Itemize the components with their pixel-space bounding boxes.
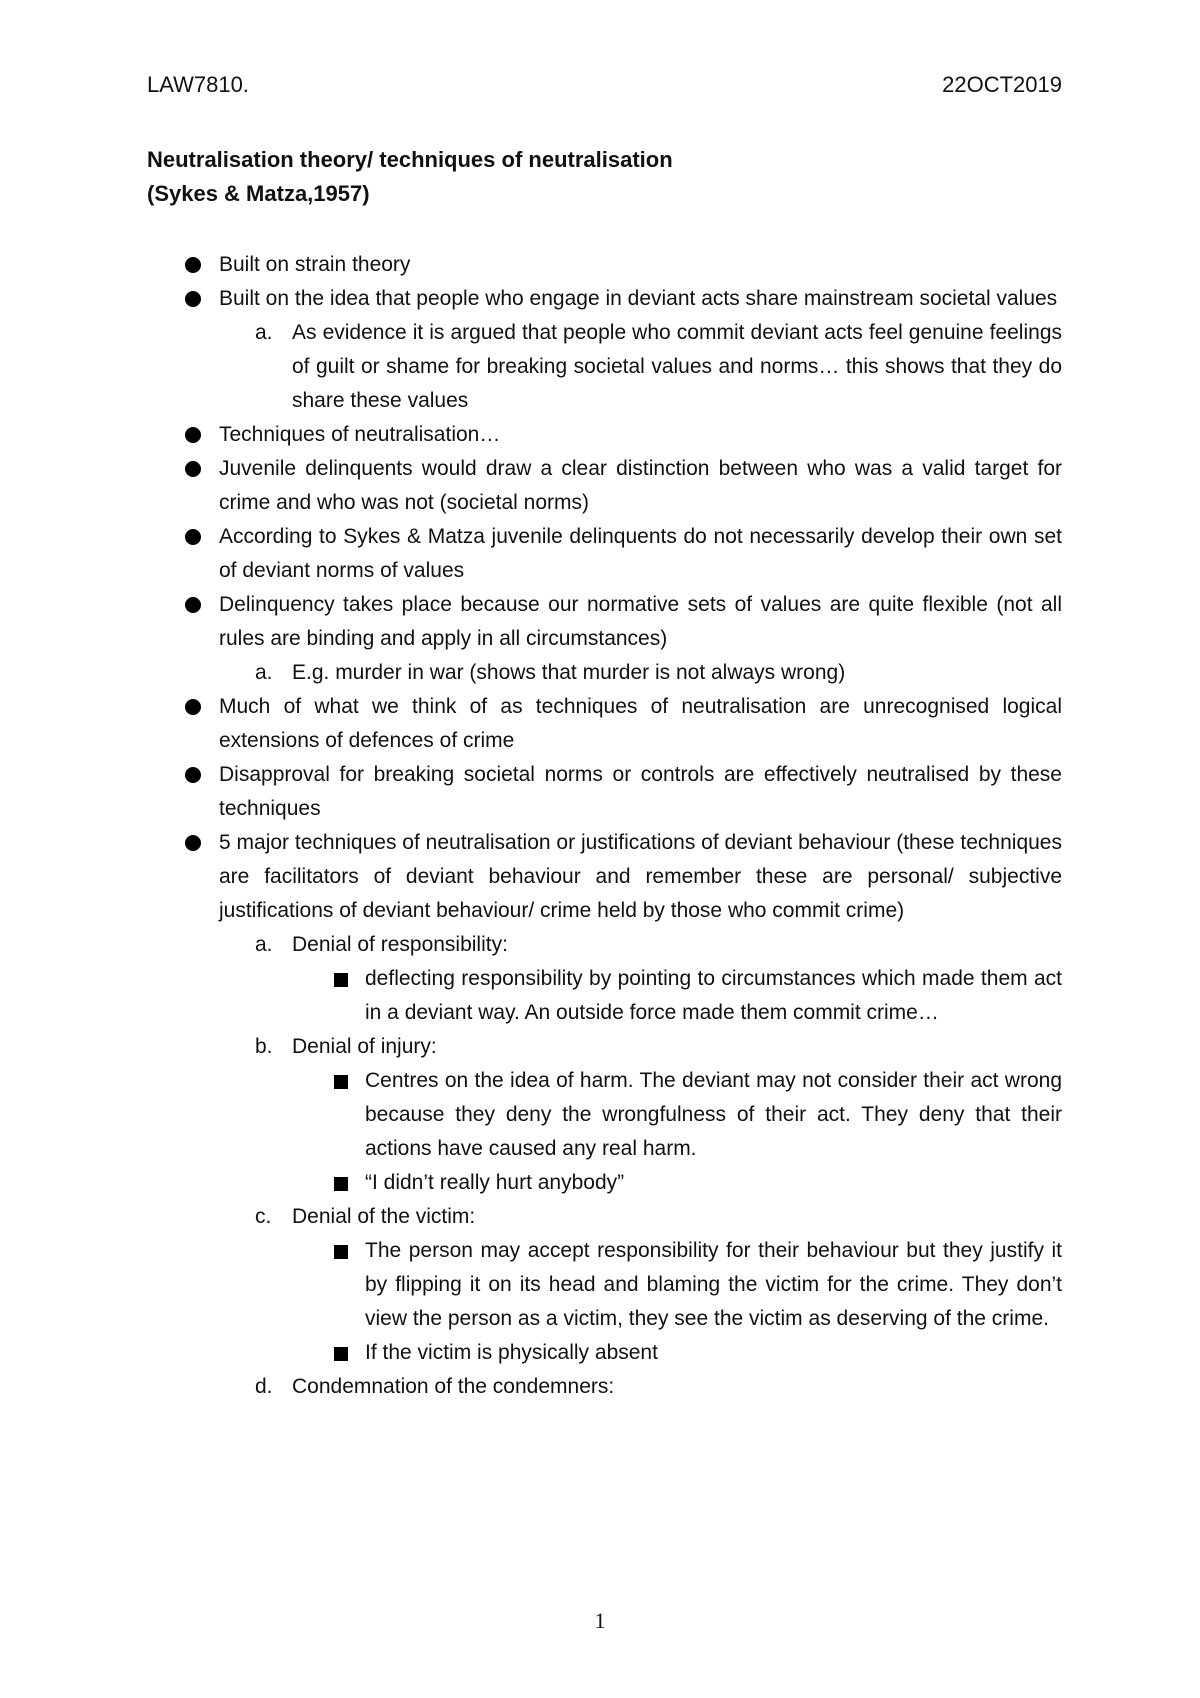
sub-item [147,1030,1062,1064]
list-item-text: Delinquency takes place because our normative sets of values are quite flexible (not all rules are binding and apply in all circumstances) [219,593,1062,650]
list-item [147,248,1062,282]
sub-item-text: E.g. murder in war (shows that murder is not always wrong) [292,661,846,684]
list-item [147,588,1062,656]
list-item [147,452,1062,520]
sub-item [147,316,1062,418]
list-item-text: Disapproval for breaking societal norms or controls are effectively neutralised by these techniques [219,763,1062,820]
list-item [147,520,1062,588]
bullet-icon [185,835,201,851]
square-bullet-icon [334,973,348,987]
sub-item-marker: a. [255,933,273,956]
list-item-text: According to Sykes & Matza juvenile delinquents do not necessarily develop their own set of deviant norms of values [219,525,1062,582]
list-item-text: Built on the idea that people who engage in deviant acts share mainstream societal values [219,287,1058,310]
list-item [147,758,1062,826]
sub-item-marker: b. [255,1035,273,1058]
header-date: 22OCT2019 [942,72,1062,97]
nested-item [147,1064,1062,1166]
course-code: LAW7810. [147,72,249,97]
square-bullet-icon [334,1245,348,1259]
square-bullet-icon [334,1075,348,1089]
list-item [147,418,1062,452]
sub-item-marker: a. [255,321,273,344]
bullet-icon [185,257,201,273]
nested-item-text: The person may accept responsibility for their behaviour but they justify it by flipping it on its head and blaming the victim for the crime. They don’t view the person as a victim, they see the victim as deserving of the crime. [365,1239,1062,1330]
sub-item-marker: c. [255,1205,272,1228]
nested-item [147,1234,1062,1336]
sub-item [147,656,1062,690]
sub-item [147,1200,1062,1234]
bullet-icon [185,291,201,307]
bullet-icon [185,767,201,783]
sub-item-text: Denial of responsibility: [292,933,508,956]
square-bullet-icon [334,1177,348,1191]
nested-item [147,1336,1062,1370]
sub-item [147,1370,1062,1404]
bullet-icon [185,529,201,545]
list-item [147,282,1062,316]
sub-item-marker: d. [255,1375,273,1398]
bullet-icon [185,461,201,477]
sub-item-marker: a. [255,661,273,684]
notes-list [147,248,1062,1404]
sub-item-text: Denial of the victim: [292,1205,476,1228]
list-item-text: 5 major techniques of neutralisation or justifications of deviant behaviour (these techniques are facilitators of deviant behaviour and remember these are personal/ subjective justifications of deviant behaviour/ crime held by those who commit crime) [219,831,1062,922]
nested-item-text: “I didn’t really hurt anybody” [365,1171,625,1194]
bullet-icon [185,699,201,715]
square-bullet-icon [334,1347,348,1361]
title-line-1: Neutralisation theory/ techniques of neutralisation [147,147,673,172]
page-title [147,143,673,211]
bullet-icon [185,427,201,443]
list-item-text: Juvenile delinquents would draw a clear distinction between who was a valid target for crime and who was not (societal norms) [219,457,1062,514]
list-item [147,826,1062,928]
nested-item-text: Centres on the idea of harm. The deviant may not consider their act wrong because they deny the wrongfulness of their act. They deny that their actions have caused any real harm. [365,1069,1062,1160]
page-number: 1 [594,1608,606,1633]
title-line-2: (Sykes & Matza,1957) [147,181,370,206]
sub-item [147,928,1062,962]
list-item-text: Techniques of neutralisation… [219,423,501,446]
sub-item-text: As evidence it is argued that people who commit deviant acts feel genuine feelings of guilt or shame for breaking societal values and norms… this shows that they do share these values [292,321,1062,412]
list-item [147,690,1062,758]
list-item-text: Much of what we think of as techniques of neutralisation are unrecognised logical extensions of defences of crime [219,695,1062,752]
nested-item-text: deflecting responsibility by pointing to circumstances which made them act in a deviant way. An outside force made them commit crime… [365,967,1062,1024]
bullet-icon [185,597,201,613]
nested-item [147,1166,1062,1200]
page-header [147,72,1062,106]
sub-item-text: Condemnation of the condemners: [292,1375,615,1398]
nested-item-text: If the victim is physically absent [365,1341,658,1364]
list-item-text: Built on strain theory [219,253,411,276]
sub-item-text: Denial of injury: [292,1035,437,1058]
nested-item [147,962,1062,1030]
